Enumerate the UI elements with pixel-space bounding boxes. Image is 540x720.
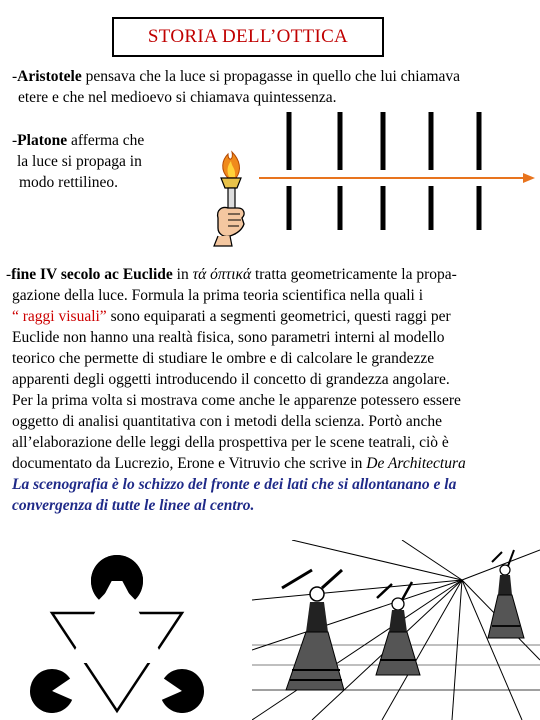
euclide-line-2: gazione della luce. Formula la prima teoria scientifica nella quali i [12,287,424,304]
euclide-line-7: Per la prima volta si mostrava come anche le apparenze potessero essere [12,392,461,409]
page-title: STORIA DELL’OTTICA [147,26,349,47]
euclide-lead: fine IV secolo ac Euclide [11,266,173,283]
light-ray-diagram [255,112,540,232]
euclide-line-4: Euclide non hanno una realtà fisica, sono parametri interni al modello [12,329,445,346]
greek-title: τά όπτικά [192,266,252,283]
platone-paragraph: -Platone afferma che la luce si propaga in modo rettilineo. [12,132,145,191]
euclide-line-5: teorico che permette di studiare le ombre e di calcolare le grandezze [12,350,435,367]
euclide-line-8: oggetto di analisi quantitativa con i metodi della scienza. Portò anche [12,413,442,430]
book-title: De Architectura [366,455,466,472]
arrow-head-icon [523,173,535,183]
euclide-paragraph: -fine IV secolo ac Euclide in τά όπτικά tratta geometricamente la propa- gazione della luce. Formula la prima teoria scientifica nella quali i “ raggi visuali” sono equiparati a segmenti geometrici, questi raggi per Euclide non hanno una realtà fisica, sono parametri interni al modello teorico che permette di studiare le ombre e di calcolare le grandezze apparenti degli oggetti introducendo il concetto di grandezza angolare. Per la prima volta si mostrava come anche le apparenze potessero essere oggetto di analisi quantitativa con i metodi della scienza. Portò anche all’elaborazione delle leggi della prospettiva per le scene teatrali, ciò è documentato da Lucrezio, Erone e Vitruvio che scrive in De Architectura La scenografia è lo schizzo del fronte e dei lati che si allontanano e la convergenza di tutte le linee al centro. [6,266,466,514]
perspective-dancers-illustration [252,540,540,720]
euclide-line-3: sono equiparati a segmenti geometrici, questi raggi per [106,308,451,325]
aristotele-text-1: pensava che la luce si propagasse in quello che lui chiamava [81,68,461,85]
euclide-in: in [172,266,193,283]
euclide-line-9: all’elaborazione delle leggi della prospettiva per le scene teatrali, ciò è [12,434,449,451]
scenografia-line-2: convergenza di tutte le linee al centro. [12,497,255,514]
scenografia-line-1: La scenografia è lo schizzo del fronte e dei lati che si allontanano e la [12,476,457,493]
title-box [112,17,384,57]
platone-name: Platone [17,132,68,149]
slit-bars [289,112,479,230]
raggi-visuali-quote: “ raggi visuali” [12,308,107,325]
aristotele-text-2: etere e che nel medioevo si chiamava quintessenza. [18,89,337,106]
platone-text-1: afferma che [67,132,145,149]
euclide-line-10: documentato da Lucrezio, Erone e Vitruvio che scrive in [12,455,367,472]
platone-text-2: la luce si propaga in [17,153,142,170]
euclide-line-6: apparenti degli oggetti introducendo il concetto di grandezza angolare. [12,371,450,388]
aristotele-name: Aristotele [17,68,82,85]
aristotele-paragraph: -Aristotele pensava che la luce si propagasse in quello che lui chiamava etere e che nel medioevo si chiamava quintessenza. [12,68,461,106]
kanizsa-triangle-illusion [22,545,212,715]
platone-text-3: modo rettilineo. [19,174,119,191]
torch-hand-illustration [206,148,262,248]
euclide-line-1: tratta geometricamente la propa- [251,266,457,283]
